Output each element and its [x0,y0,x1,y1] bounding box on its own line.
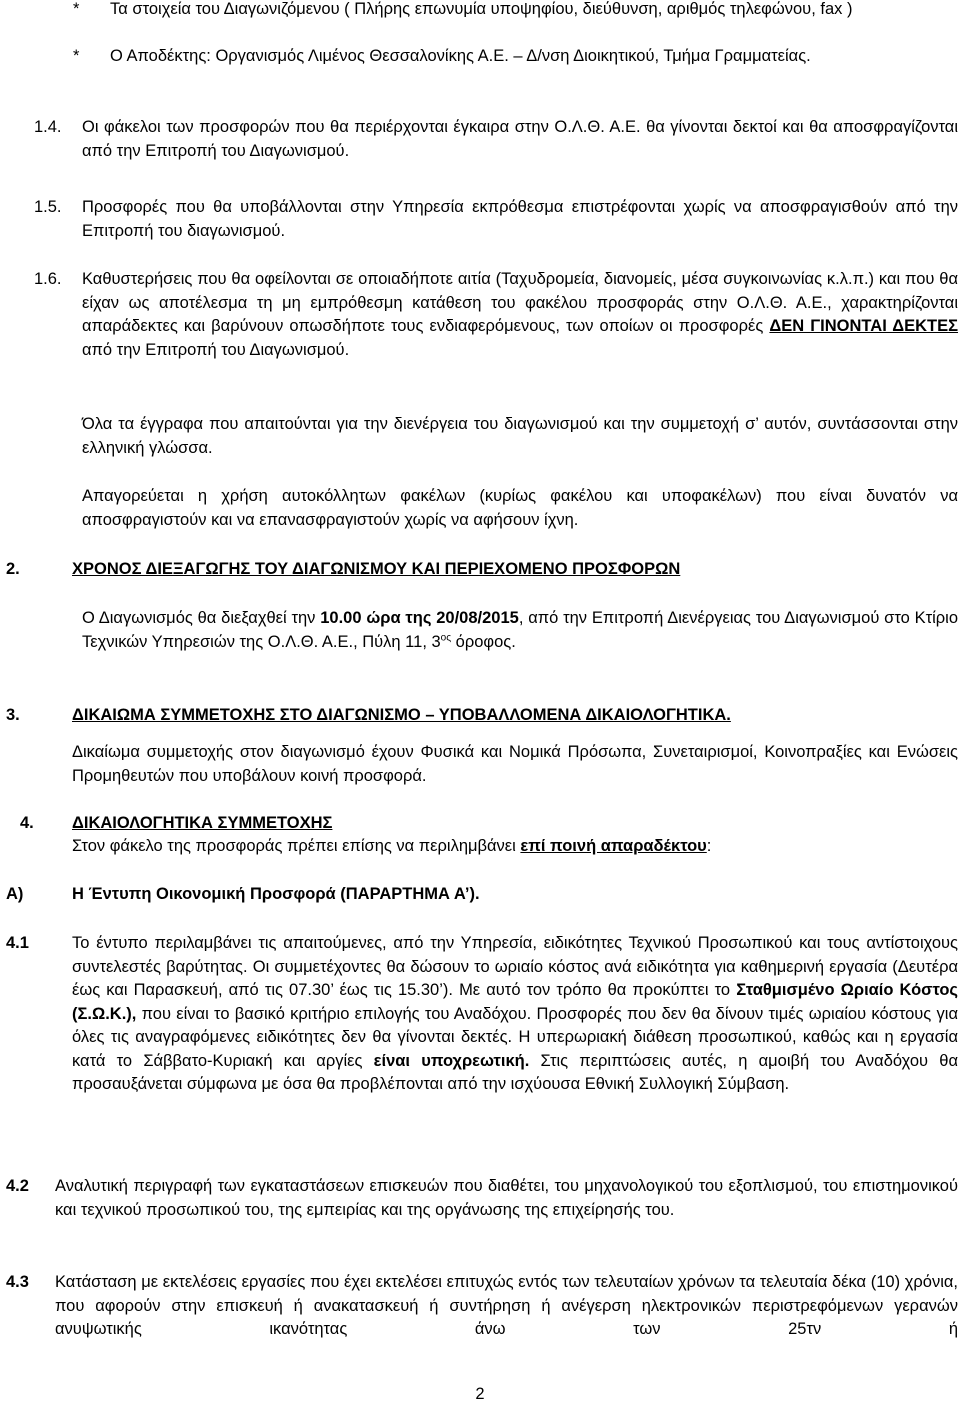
text-part: : [706,837,712,855]
section-title: ΧΡΟΝΟΣ ΔΙΕΞΑΓΩΓΗΣ ΤΟΥ ΔΙΑΓΩΝΙΣΜΟΥ ΚΑΙ ΠΕΡΙΕΧΟΜΕΝΟ ΠΡΟΣΦΟΡΩΝ [72,560,681,578]
text-part: Στον φάκελο της προσφοράς πρέπει επίσης να περιλημβάνει [72,837,521,855]
bullet-text: Τα στοιχεία του Διαγωνιζόμενου ( Πλήρης επωνυμία υποψηφίου, διεύθυνση, αριθμός τηλεφώνου, fax ) [110,0,853,18]
bullet-star: * [73,0,80,18]
section-text: Δικαίωμα συμμετοχής στον διαγωνισμό έχουν Φυσικά και Νομικά Πρόσωπα, Συνεταιρισμοί, Κοινοπραξίες και Ενώσεις Προμηθευτών που υποβάλουν κοινή προσφορά. [72,743,958,785]
item-text: Προσφορές που θα υποβάλλονται στην Υπηρεσία εκπρόθεσμα επιστρέφονται χωρίς να αποσφραγισθούν από την Επιτροπή του διαγωνισμού. [82,198,958,240]
subsection-text [72,932,958,1097]
bullet-text: Ο Αποδέκτης: Οργανισμός Λιμένος Θεσσαλονίκης Α.Ε. – Δ/νση Διοικητικού, Τμήμα Γραμματείας. [110,47,811,65]
subsection-text: Αναλυτική περιγραφή των εγκαταστάσεων επισκευών που διαθέτει, του μηχανολογικού του εξοπλισμού, του επιστημονικού και τεχνικού προσωπικού του, της εμπειρίας και της οργάνωσης της επιχείρησής του. [55,1177,958,1219]
section-number: 4. [20,814,34,832]
weighted-cost-emphasis: Σταθμισμένο Ωριαίο Κόστος (Σ.Ω.Κ.), [72,981,959,1023]
not-accepted-emphasis: ΔΕΝ ΓΙΝΟΝΤΑΙ ΔΕΚΤΕΣ [769,317,959,335]
section-text [72,835,958,859]
item-number: 1.4. [34,118,62,136]
mandatory-emphasis: επί ποινή απαραδέκτου [520,837,707,855]
text-part: , από την Επιτροπή Διενέργειας του Διαγωνισμού στο Κτίριο Τεχνικών Υπηρεσιών της Ο.Λ.Θ. Α.Ε., Πύλη 11, 3 [82,609,959,651]
paragraph-text: Απαγορεύεται η χρήση αυτοκόλλητων φακέλων (κυρίως φακέλου και υποφακέλων) που είναι δυνατόν να αποσφραγιστούν και να επανασφραγιστούν χωρίς να αφήσουν ίχνη. [82,487,958,529]
section-title: ΔΙΚΑΙΟΛΟΓΗΤΙΚΑ ΣΥΜΜΕΤΟΧΗΣ [72,814,333,832]
subsection-text: Κατάσταση με εκτελέσεις εργασίες που έχει εκτελέσει επιτυχώς εντός των τελευταίων χρόνων τα τελευταία δέκα (10) χρόνια, που αφορούν στην επισκευή ή ανακατασκευή ή συντήρηση ή ανέγερση ηλεκτρονικών περιστρεφόμενων γερανών ανυψωτικής ικανότητας άνω των 25τν ή [55,1273,958,1338]
text-part: όροφος. [451,632,516,651]
date-time-emphasis: 10.00 ώρα της 20/08/2015 [320,609,519,627]
bullet-star: * [73,47,80,65]
section-title: Η Έντυπη Οικονομική Προσφορά (ΠΑΡΑΡΤΗΜΑ Α’). [72,885,480,903]
item-number: 1.5. [34,198,62,216]
section-text [82,607,958,654]
section-number: 2. [6,560,20,578]
text-part: Ο Διαγωνισμός θα διεξαχθεί την [82,609,321,627]
subsection-number: 4.1 [6,934,29,952]
text-part: Το έντυπο περιλαμβάνει τις απαιτούμενες, από την Υπηρεσία, ειδικότητες Τεχνικού Προσωπικού και τους αντίστοιχους συντελεστές βαρύτητας. Οι συμμετέχοντες θα δώσουν το ωριαίο κόστος ανά ειδικότητα για καθημερινή εργασία (Δευτέρα έως και Παρασκευή, από τις 07.30’ έως τις 15.30’). Με αυτό τον τρόπο θα προκύπτει το [72,934,958,999]
item-text [82,268,958,362]
item-text-b: από την Επιτροπή του Διαγωνισμού. [82,340,350,359]
subsection-number: 4.2 [6,1177,29,1195]
text-part: Στις περιπτώσεις αυτές, η αμοιβή του Αναδόχου θα προσαυξάνεται σύμφωνα με όσα θα προβλέπονται από την ισχύουσα Εθνική Συλλογική Σύμβαση. [72,1051,958,1093]
page-number: 2 [475,1385,485,1403]
item-text-a: Καθυστερήσεις που θα οφείλονται σε οποιαδήποτε αιτία (Ταχυδρομεία, διανομείς, μέσα συγκοινωνίας κ.λ.π.) και που θα είχαν ως αποτέλεσμα τη μη εμπρόθεσμη κατάθεση του φακέλου προσφοράς στην Ο.Λ.Θ. Α.Ε., χαρακτηρίζονται απαράδεκτες και βαρύνουν οπωσδήποτε τους ενδιαφερόμενους, των οποίων οι προσφορές [82,270,958,335]
item-number: 1.6. [34,270,62,288]
section-number: 3. [6,706,20,724]
section-title: ΔΙΚΑΙΩΜΑ ΣΥΜΜΕΤΟΧΗΣ ΣΤΟ ΔΙΑΓΩΝΙΣΜΟ – ΥΠΟΒΑΛΛΟΜΕΝΑ ΔΙΚΑΙΟΛΟΓΗΤΙΚΑ. [72,706,731,724]
paragraph-text: Όλα τα έγγραφα που απαιτούνται για την διενέργεια του διαγωνισμού και την συμμετοχή σ’ αυτόν, συντάσσονται στην ελληνική γλώσσα. [82,415,958,457]
section-label: Α) [6,885,24,903]
floor-superscript: ος [440,632,452,643]
mandatory-emphasis: είναι υποχρεωτική. [373,1051,530,1070]
subsection-number: 4.3 [6,1273,29,1291]
item-text: Οι φάκελοι των προσφορών που θα περιέρχονται έγκαιρα στην Ο.Λ.Θ. Α.Ε. θα γίνονται δεκτοί και θα αποσφραγίζονται από την Επιτροπή του Διαγωνισμού. [82,118,958,160]
text-part: που είναι το βασικό κριτήριο επιλογής του Αναδόχου. Προσφορές που δεν θα δίνουν τιμές ωριαίου κόστους για όλες τις αναγραφόμενες ειδικότητες δεν θα γίνονται δεκτές. Η υπερωριακή διάθεση προσωπικού, καθώς και η εργασία κατά το Σάββατο-Κυριακή και αργίες [72,1004,958,1070]
